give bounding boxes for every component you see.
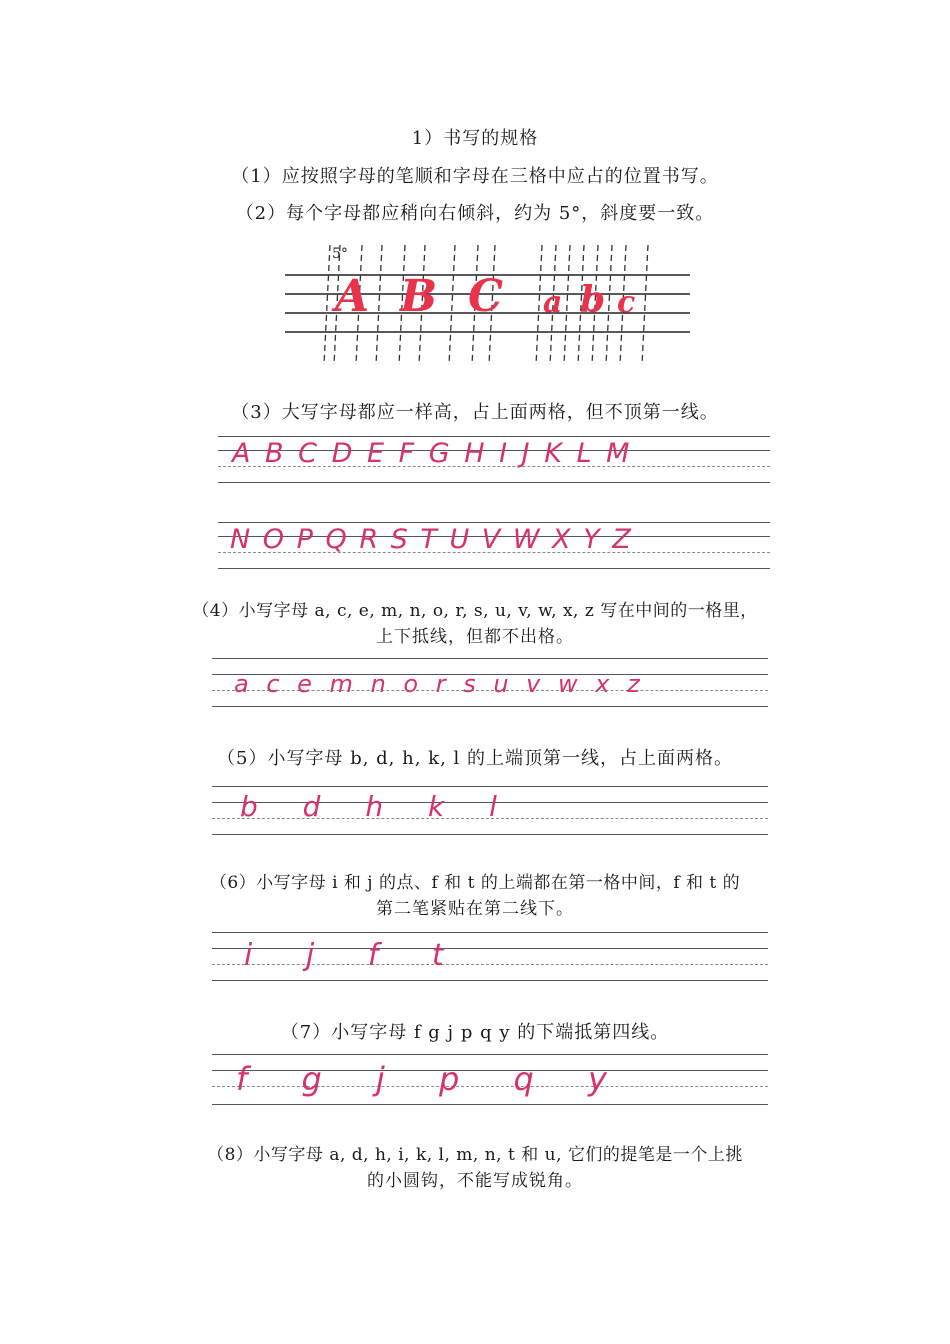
- lowercase-tall-letters: b d h k l: [240, 790, 515, 823]
- rule-8-line-2: 的小圆钩，不能写成锐角。: [367, 1171, 583, 1191]
- slant-letter-B: B: [400, 271, 438, 322]
- lowercase-descender-letters: f g j p q y: [236, 1060, 629, 1098]
- slant-letter-C: C: [468, 271, 504, 322]
- lowercase-descender-staff: [212, 1054, 768, 1108]
- lowercase-ijft-letters: i j f t: [244, 938, 466, 973]
- rule-2: （2）每个字母都应稍向右倾斜，约为 5°，斜度要一致。: [235, 203, 715, 224]
- uppercase-staff-1: [218, 436, 770, 486]
- uppercase-letters-a-m: A B C D E F G H I J K L M: [232, 438, 633, 469]
- rule-4-line-2: 上下抵线，但都不出格。: [376, 627, 574, 647]
- lowercase-middle-staff: [212, 658, 768, 708]
- lowercase-ijft-staff: [212, 932, 768, 982]
- slant-letter-b: b: [580, 279, 606, 321]
- rule-3: （3）大写字母都应一样高，占上面两格，但不顶第一线。: [231, 402, 719, 423]
- rule-6-line-2: 第二笔紧贴在第二线下。: [376, 899, 574, 919]
- rule-8-line-1: （8）小写字母 a, d, h, i, k, l, m, n, t 和 u, 它们的提笔是一个上挑: [207, 1145, 743, 1165]
- rule-5: （5）小写字母 b, d, h, k, l 的上端顶第一线，占上面两格。: [217, 748, 733, 769]
- lowercase-middle-letters: a c e m n o r s u v w x z: [234, 670, 645, 698]
- slant-letter-a: a: [543, 285, 563, 320]
- rule-6-line-1: （6）小写字母 i 和 j 的点、f 和 t 的上端都在第一格中间，f 和 t 的: [209, 873, 741, 893]
- uppercase-staff-2: [218, 522, 770, 572]
- slant-letter-c: c: [617, 285, 636, 320]
- slant-letter-A: A: [335, 271, 370, 322]
- slant-demo-figure: [280, 240, 700, 370]
- angle-label: 5°: [332, 246, 348, 262]
- heading: 1）书写的规格: [411, 128, 539, 149]
- rule-7: （7）小写字母 f g j p q y 的下端抵第四线。: [280, 1022, 670, 1043]
- uppercase-letters-n-z: N O P Q R S T U V W X Y Z: [230, 524, 633, 555]
- rule-1: （1）应按照字母的笔顺和字母在三格中应占的位置书写。: [231, 166, 719, 187]
- lowercase-tall-staff: [212, 786, 768, 836]
- rule-4-line-1: （4）小写字母 a, c, e, m, n, o, r, s, u, v, w, x, z 写在中间的一格里，: [192, 601, 758, 621]
- slant-demo-letters: [331, 271, 635, 322]
